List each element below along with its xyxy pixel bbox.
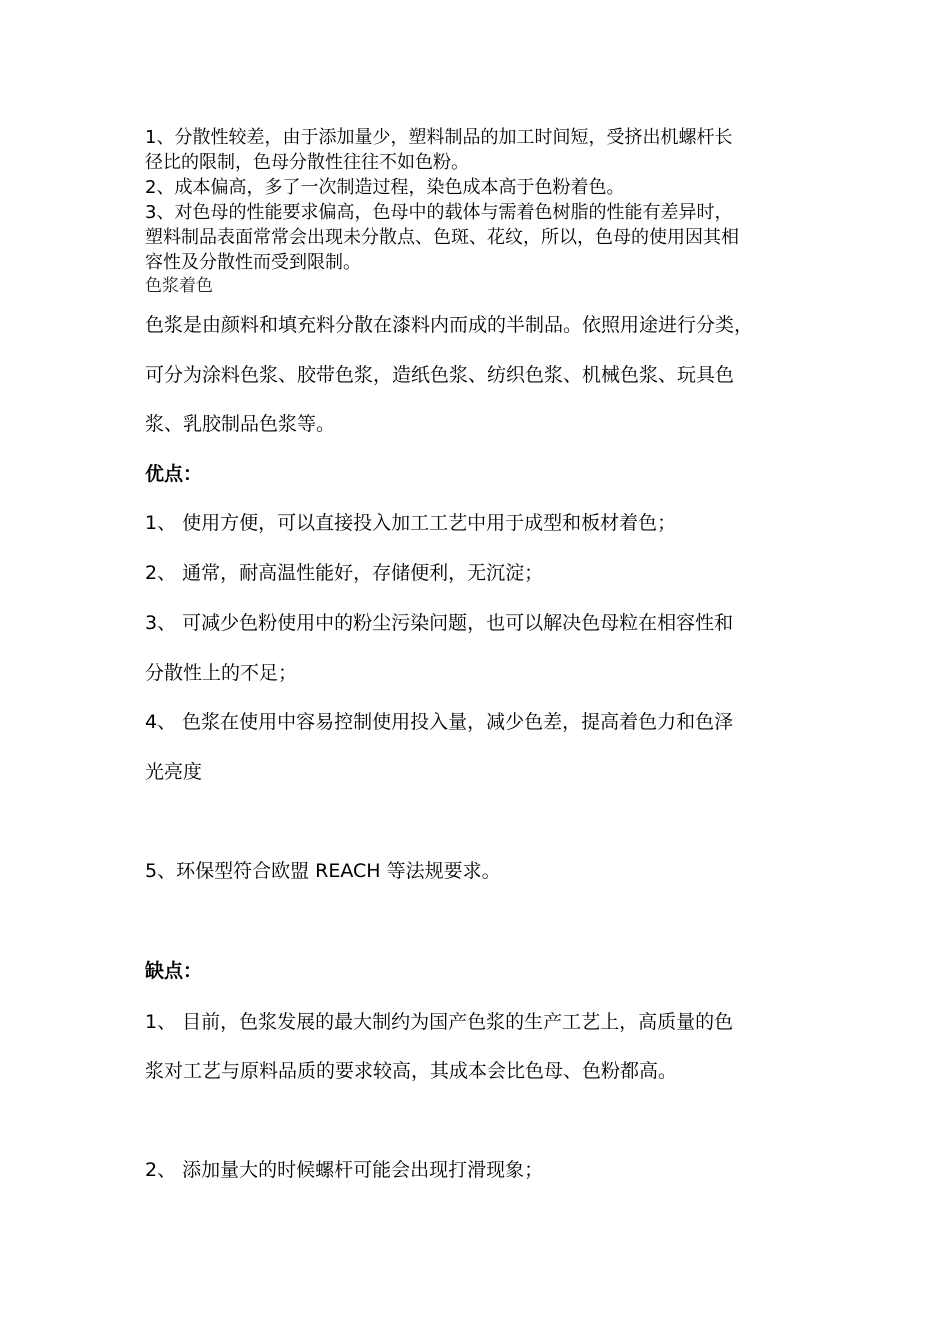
list-item-continuation: 光亮度 xyxy=(145,761,203,783)
paragraph-line: 容性及分散性而受到限制。 xyxy=(145,252,361,273)
paragraph-line: 3、对色母的性能要求偏高，色母中的载体与需着色树脂的性能有差异时， xyxy=(145,202,733,223)
list-item-continuation: 浆对工艺与原料品质的要求较高，其成本会比色母、色粉都高。 xyxy=(145,1060,678,1082)
list-item: 1、 目前，色浆发展的最大制约为国产色浆的生产工艺上，高质量的色 xyxy=(145,1011,734,1033)
paragraph-line: 浆、乳胶制品色浆等。 xyxy=(145,413,336,435)
paragraph-line: 径比的限制，色母分散性往往不如色粉。 xyxy=(145,152,469,173)
list-item-continuation: 分散性上的不足； xyxy=(145,662,298,684)
disadvantages-heading: 缺点： xyxy=(145,960,203,982)
list-item: 3、 可减少色粉使用中的粉尘污染问题，也可以解决色母粒在相容性和 xyxy=(145,612,734,634)
list-item: 5、环保型符合欧盟 REACH 等法规要求。 xyxy=(145,860,501,882)
list-item: 4、 色浆在使用中容易控制使用投入量，减少色差，提高着色力和色泽 xyxy=(145,711,734,733)
list-item: 2、 通常，耐高温性能好，存储便利，无沉淀； xyxy=(145,562,544,584)
list-item: 1、 使用方便，可以直接投入加工工艺中用于成型和板材着色； xyxy=(145,512,677,534)
paragraph-line: 可分为涂料色浆、胶带色浆，造纸色浆、纺织色浆、机械色浆、玩具色 xyxy=(145,364,735,386)
paragraph-line: 2、成本偏高，多了一次制造过程，染色成本高于色粉着色。 xyxy=(145,177,625,198)
list-item: 2、 添加量大的时候螺杆可能会出现打滑现象； xyxy=(145,1159,544,1181)
section-title: 色浆着色 xyxy=(145,276,213,296)
paragraph-line: 色浆是由颜料和填充料分散在漆料内而成的半制品。依照用途进行分类， xyxy=(145,314,754,336)
paragraph-line: 1、分散性较差，由于添加量少，塑料制品的加工时间短，受挤出机螺杆长 xyxy=(145,127,733,148)
paragraph-line: 塑料制品表面常常会出现未分散点、色斑、花纹，所以，色母的使用因其相 xyxy=(145,227,739,248)
advantages-heading: 优点： xyxy=(145,463,203,485)
